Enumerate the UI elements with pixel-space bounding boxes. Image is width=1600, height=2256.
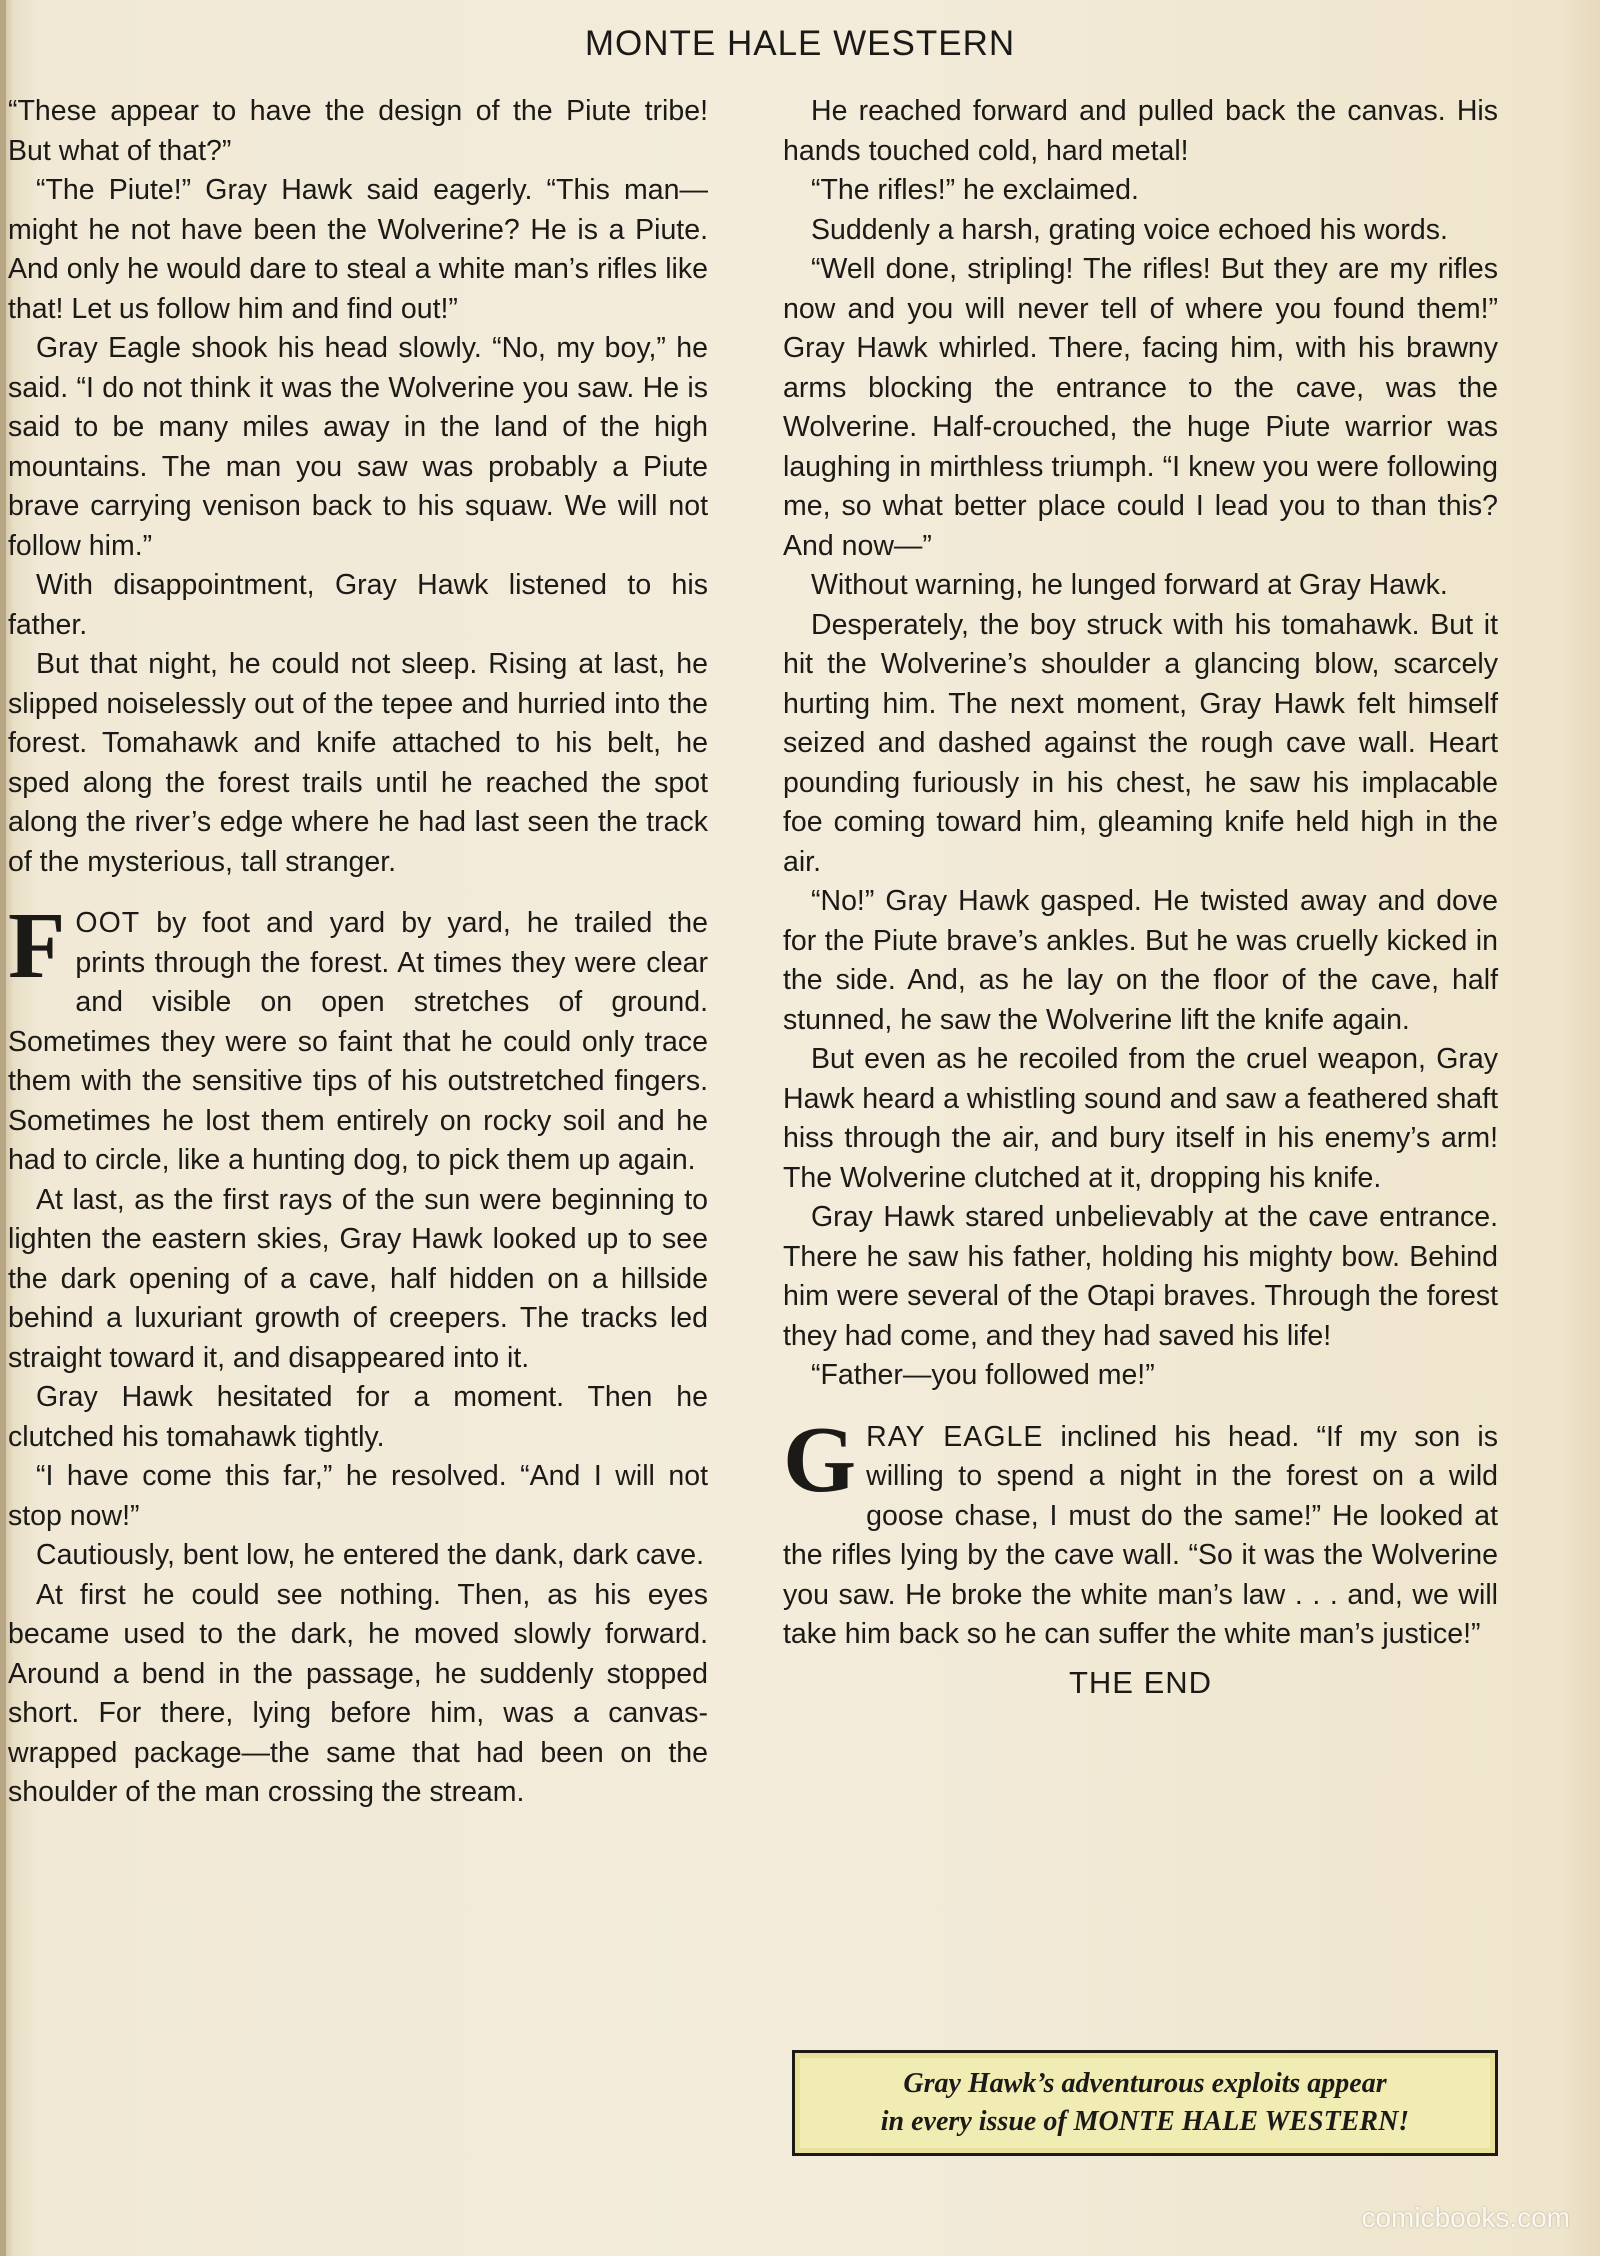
story-paragraph: He reached forward and pulled back the canvas. His hands touched cold, hard metal! [783, 95, 1498, 167]
story-paragraph: But even as he recoiled from the cruel weapon, Gray Hawk heard a whistling sound and saw a feathered shaft hiss through the air, and bury itself in his enemy’s arm! The Wolverine clutched at it, dropping his knife. [783, 1043, 1498, 1194]
story-paragraph-dropcap [783, 1407, 1498, 1655]
drop-cap-letter: F [8, 894, 66, 998]
right-text-column [783, 92, 1498, 1702]
story-paragraph: Suddenly a harsh, grating voice echoed his words. [811, 213, 1448, 246]
drop-cap-letter: G [783, 1407, 857, 1512]
story-paragraph: “Well done, stripling! The rifles! But they are my rifles now and you will never tell of where you found them!” Gray Hawk whirled. There, facing him, with his brawny arms blocking the entrance to the cave, was the Wolverine. Half-crouched, the huge Piute warrior was laughing in mirthless triumph. “I knew you were following me, so what better place could I lead you to than this? And now—” [783, 253, 1498, 562]
story-paragraph: “No!” Gray Hawk gasped. He twisted away and dove for the Piute brave’s ankles. But he was cruelly kicked in the side. And, as he lay on the floor of the cave, half stunned, he saw the Wolverine lift the knife again. [783, 885, 1498, 1036]
small-caps-lead: OOT [75, 907, 141, 939]
story-paragraph: Gray Hawk hesitated for a moment. Then he clutched his tomahawk tightly. [8, 1381, 708, 1453]
story-paragraph: Gray Hawk stared unbelievably at the cave entrance. There he saw his father, holding his mighty bow. Behind him were several of the Otapi braves. Through the forest they had come, and they had saved his life! [783, 1201, 1498, 1352]
story-paragraph-dropcap [8, 894, 708, 1181]
story-paragraph: Cautiously, bent low, he entered the dank, dark cave. [36, 1539, 705, 1571]
promo-box [792, 2050, 1498, 2156]
story-paragraph: “These appear to have the design of the Piute tribe! But what of that?” [8, 95, 708, 167]
story-paragraph: “Father—you followed me!” [811, 1359, 1155, 1391]
story-paragraph: “The rifles!” he exclaimed. [811, 174, 1139, 206]
page-header-title: MONTE HALE WESTERN [584, 24, 1016, 63]
story-paragraph: Without warning, he lunged forward at Gray Hawk. [811, 569, 1448, 601]
the-end-label: THE END [1068, 1664, 1213, 1700]
story-paragraph: But that night, he could not sleep. Rising at last, he slipped noiselessly out of the tepee and hurried into the forest. Tomahawk and knife attached to his belt, he sped along the forest trails until he reached the spot along the river’s edge where he had last seen the track of the mysterious, tall stranger. [8, 648, 708, 878]
paragraph-text: by foot and yard by yard, he trailed the prints through the forest. At times they were clear and visible on open stretches of ground. Sometimes they were so faint that he could only trace them with the sensitive tips of his outstretched fingers. Sometimes he lost them entirely on rocky soil and he had to circle, like a hunting dog, to pick them up again. [8, 907, 708, 1176]
small-caps-lead: RAY EAGLE [866, 1420, 1044, 1453]
promo-line-1: Gray Hawk’s adventurous exploits appear [903, 2068, 1387, 2099]
left-text-column [8, 92, 708, 1813]
story-paragraph: “The Piute!” Gray Hawk said eagerly. “This man—might he not have been the Wolverine? He is a Piute. And only he would dare to steal a white man’s rifles like that! Let us follow him and find out!” [8, 174, 708, 325]
story-paragraph: “I have come this far,” he resolved. “And I will not stop now!” [8, 1460, 708, 1532]
promo-line-2: in every issue of MONTE HALE WESTERN! [880, 2106, 1410, 2137]
story-paragraph: With disappointment, Gray Hawk listened to his father. [8, 569, 708, 641]
page-spine-shadow [0, 0, 6, 2256]
story-paragraph: At first he could see nothing. Then, as his eyes became used to the dark, he moved slowly forward. Around a bend in the passage, he suddenly stopped short. For there, lying before him, was a canvas-wrapped package—the same that had been on the shoulder of the man crossing the stream. [8, 1578, 708, 1808]
story-paragraph: Gray Eagle shook his head slowly. “No, my boy,” he said. “I do not think it was the Wolverine you saw. He is said to be many miles away in the land of the high mountains. The man you saw was probably a Piute brave carrying venison back to his squaw. We will not follow him.” [8, 332, 708, 562]
watermark-text: comicbooks.com [1361, 2202, 1570, 2233]
story-paragraph: Desperately, the boy struck with his tomahawk. But it hit the Wolverine’s shoulder a glancing blow, scarcely hurting him. The next moment, Gray Hawk felt himself seized and dashed against the rough cave wall. Heart pounding furiously in his chest, he saw his implacable foe coming toward him, gleaming knife held high in the air. [783, 608, 1498, 878]
paragraph-text: inclined his head. “If my son is willing to spend a night in the forest on a wild goose chase, I must do the same!” He looked at the rifles lying by the cave wall. “So it was the Wolverine you saw. He broke the white man’s law . . . and, we will take him back so he can suffer the white man’s justice!” [783, 1420, 1498, 1650]
story-paragraph: At last, as the first rays of the sun were beginning to lighten the eastern skies, Gray Hawk looked up to see the dark opening of a cave, half hidden on a hillside behind a luxuriant growth of creepers. The tracks led straight toward it, and disappeared into it. [8, 1183, 708, 1374]
